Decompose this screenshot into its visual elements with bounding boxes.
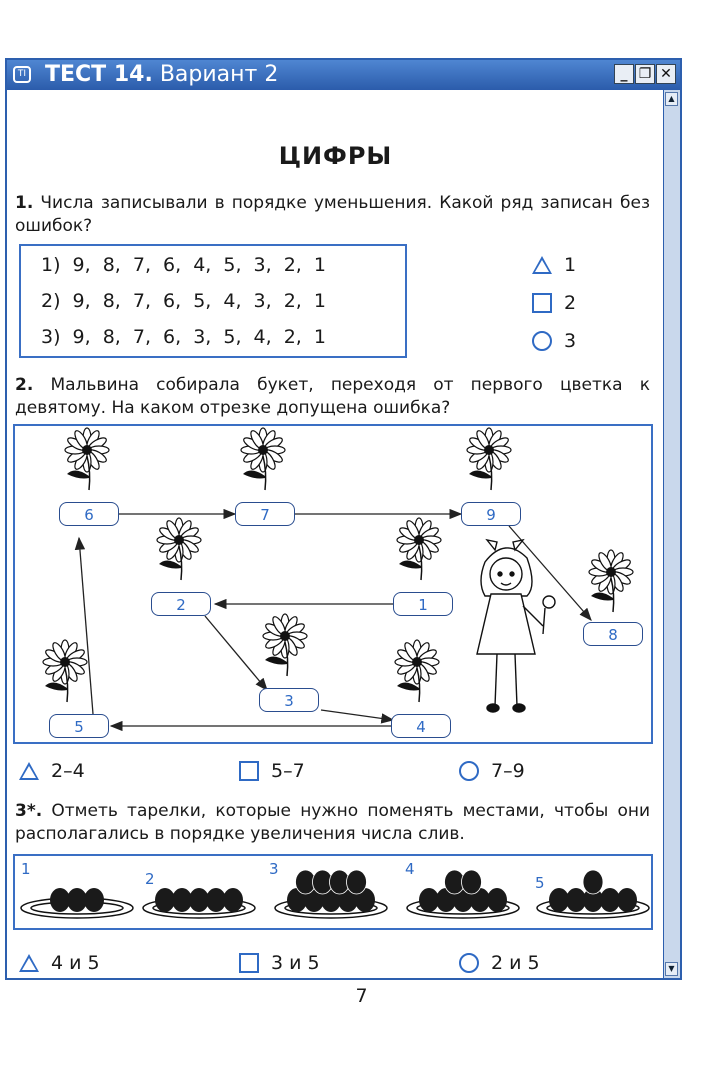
q3-text: Отметь тарелки, которые нужно поменять местами, чтобы они располагались в порядке увеличения числа слив. <box>15 801 651 844</box>
plates-box <box>13 854 653 930</box>
plum-icon <box>617 888 637 912</box>
plum-icon <box>347 870 367 894</box>
q3-answer-3[interactable] <box>459 952 540 974</box>
q1-number: 1. <box>15 193 34 213</box>
q2-answer-3-label: 7–9 <box>491 760 525 782</box>
plate-4-label: 4 <box>405 860 415 878</box>
node-3: 3 <box>259 688 319 712</box>
circle-icon <box>459 953 479 973</box>
app-icon: TI <box>13 66 31 83</box>
q1-row-1: 1) 9, 8, 7, 6, 4, 5, 3, 2, 1 <box>41 254 326 276</box>
plate-5-label: 5 <box>535 874 545 892</box>
test-window <box>5 58 682 980</box>
scroll-up-arrow-icon[interactable]: ▲ <box>665 92 678 106</box>
plum-icon <box>223 888 243 912</box>
triangle-icon <box>19 762 39 780</box>
node-5: 5 <box>49 714 109 738</box>
q1-answer-2-label: 2 <box>564 292 577 314</box>
node-7: 7 <box>235 502 295 526</box>
plate-3-label: 3 <box>269 860 279 878</box>
title-variant: Вариант 2 <box>159 62 279 87</box>
plum-icon <box>84 888 104 912</box>
q1-answer-1-label: 1 <box>564 254 577 276</box>
question-3 <box>15 800 650 846</box>
circle-icon <box>532 331 552 351</box>
q1-text: Числа записывали в порядке уменьшения. Какой ряд записан без ошибок? <box>15 193 650 236</box>
q1-answer-2[interactable] <box>532 292 576 314</box>
question-2 <box>15 374 650 420</box>
window-title <box>45 62 278 87</box>
title-test: ТЕСТ 14. <box>45 62 153 87</box>
node-1: 1 <box>393 592 453 616</box>
plate-5 <box>537 870 649 918</box>
q3-answer-2[interactable] <box>239 952 320 974</box>
q2-answer-3[interactable] <box>459 760 525 782</box>
plates-illustration <box>15 856 651 928</box>
square-icon <box>239 953 259 973</box>
node-2: 2 <box>151 592 211 616</box>
q2-answer-2[interactable] <box>239 760 305 782</box>
page-title: ЦИФРЫ <box>278 142 393 170</box>
q3-answer-1-label: 4 и 5 <box>51 952 100 974</box>
triangle-icon <box>532 256 552 274</box>
q1-answer-3-label: 3 <box>564 330 577 352</box>
plum-icon <box>583 870 603 894</box>
question-1 <box>15 192 650 238</box>
plate-4 <box>407 870 519 918</box>
plate-3 <box>275 870 387 918</box>
path-arrows <box>15 426 651 742</box>
title-bar <box>7 60 680 90</box>
close-button[interactable]: ✕ <box>656 64 676 84</box>
plum-icon <box>487 888 507 912</box>
q2-answer-1-label: 2–4 <box>51 760 85 782</box>
q1-row-2: 2) 9, 8, 7, 6, 5, 4, 3, 2, 1 <box>41 290 326 312</box>
q3-answer-3-label: 2 и 5 <box>491 952 540 974</box>
node-8: 8 <box>583 622 643 646</box>
restore-button[interactable]: ❐ <box>635 64 655 84</box>
plate-1-label: 1 <box>21 860 31 878</box>
q3-answer-2-label: 3 и 5 <box>271 952 320 974</box>
minimize-button[interactable]: _ <box>614 64 634 84</box>
plum-icon <box>462 870 482 894</box>
scroll-down-arrow-icon[interactable]: ▼ <box>665 962 678 976</box>
page-content <box>7 90 664 978</box>
square-icon <box>532 293 552 313</box>
plate-1 <box>21 888 133 918</box>
q1-answer-3[interactable] <box>532 330 576 352</box>
q2-answer-1[interactable] <box>19 760 85 782</box>
flower-path-diagram <box>13 424 653 744</box>
square-icon <box>239 761 259 781</box>
node-4: 4 <box>391 714 451 738</box>
q2-answer-2-label: 5–7 <box>271 760 305 782</box>
vertical-scrollbar[interactable] <box>663 90 680 978</box>
plate-2 <box>143 888 255 918</box>
node-9: 9 <box>461 502 521 526</box>
q3-answer-1[interactable] <box>19 952 100 974</box>
q1-rows-box <box>19 244 407 358</box>
page-number: 7 <box>355 985 368 1007</box>
q1-answer-1[interactable] <box>532 254 576 276</box>
plate-2-label: 2 <box>145 870 155 888</box>
triangle-icon <box>19 954 39 972</box>
circle-icon <box>459 761 479 781</box>
q2-number: 2. <box>15 375 34 395</box>
q3-number: 3*. <box>15 801 43 821</box>
node-6: 6 <box>59 502 119 526</box>
q1-row-3: 3) 9, 8, 7, 6, 3, 5, 4, 2, 1 <box>41 326 326 348</box>
q2-text: Мальвина собирала букет, переходя от первого цветка к девятому. На каком отрезке допущена ошибка? <box>15 375 650 418</box>
